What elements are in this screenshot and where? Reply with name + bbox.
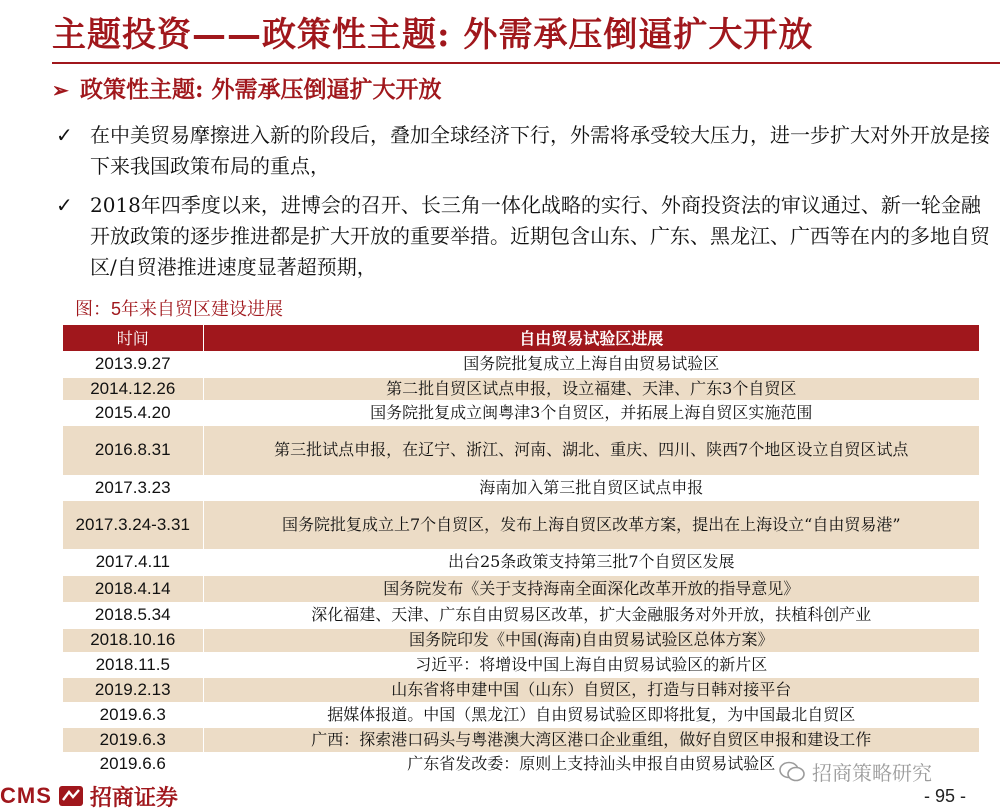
row-date: 2018.5.34: [63, 602, 203, 628]
header-progress: 自由贸易试验区进展: [203, 325, 980, 351]
table-row: [63, 702, 980, 727]
row-progress: 出台25条政策支持第三批7个自贸区发展: [203, 549, 980, 575]
row-date: 2016.8.31: [63, 425, 203, 475]
row-date: 2018.10.16: [63, 628, 203, 652]
checkmark-icon: ✓: [56, 123, 73, 147]
table-row: [63, 377, 980, 400]
wechat-icon: [778, 760, 806, 784]
table-row: [63, 500, 980, 549]
bullet-text: 2018年四季度以来，进博会的召开、长三角一体化战略的实行、外商投资法的审议通过、新一轮金融开放政策的逐步推进都是扩大开放的重要举措。近期包含山东、广东、黑龙江、广西等在内的多地自贸区/自贸港推进速度显著超预期，: [90, 193, 990, 279]
row-date: 2019.2.13: [63, 677, 203, 702]
row-date: 2017.3.23: [63, 475, 203, 500]
row-progress: 据媒体报道。中国（黑龙江）自由贸易试验区即将批复，为中国最北自贸区: [203, 702, 980, 727]
row-progress: 第二批自贸区试点申报，设立福建、天津、广东3个自贸区: [203, 377, 980, 400]
table-row: [63, 475, 980, 500]
row-date: 2019.6.3: [63, 727, 203, 752]
row-date: 2015.4.20: [63, 400, 203, 425]
row-date: 2018.11.5: [63, 652, 203, 677]
page-number: - 95 -: [924, 786, 967, 806]
wechat-watermark: [778, 757, 932, 786]
section-subtitle: [52, 74, 952, 106]
table-row: [63, 351, 980, 377]
figure-caption: 图：5年来自贸区建设进展: [75, 299, 284, 319]
title-divider: [52, 62, 1000, 64]
row-progress: 国务院发布《关于支持海南全面深化改革开放的指导意见》: [203, 575, 980, 602]
row-date: 2018.4.14: [63, 575, 203, 602]
row-progress: 国务院批复成立上7个自贸区，发布上海自贸区改革方案，提出在上海设立“自由贸易港”: [203, 500, 980, 549]
row-date: 2019.6.6: [63, 752, 203, 775]
row-progress: 习近平：将增设中国上海自由贸易试验区的新片区: [203, 652, 980, 677]
logo-latin: CMS: [0, 783, 52, 808]
row-date: 2017.3.24-3.31: [63, 500, 203, 549]
row-progress: 国务院批复成立上海自由贸易试验区: [203, 351, 980, 377]
table-row: [63, 549, 980, 575]
ftz-progress-table: [63, 325, 980, 775]
table-header-row: [63, 325, 980, 351]
table-row: [63, 602, 980, 628]
bullet-text: 在中美贸易摩擦进入新的阶段后，叠加全球经济下行，外需将承受较大压力，进一步扩大对外开放是接下来我国政策布局的重点，: [90, 123, 990, 178]
table-row: [63, 628, 980, 652]
row-date: 2017.4.11: [63, 549, 203, 575]
table-row: [63, 677, 980, 702]
arrow-bullet-icon: ➢: [52, 78, 69, 102]
table-row: [63, 400, 980, 425]
logo-chinese: 招商证券: [89, 784, 178, 811]
row-progress: 第三批试点申报，在辽宁、浙江、河南、湖北、重庆、四川、陕西7个地区设立自贸区试点: [203, 425, 980, 475]
row-progress: 国务院批复成立闽粤津3个自贸区，并拓展上海自贸区实施范围: [203, 400, 980, 425]
subtitle-text: 政策性主题: 外需承压倒逼扩大开放: [80, 76, 442, 103]
row-date: 2014.12.26: [63, 377, 203, 400]
company-logo: [0, 780, 178, 812]
row-progress: 山东省将申建中国（山东）自贸区，打造与日韩对接平台: [203, 677, 980, 702]
header-date: 时间: [63, 325, 203, 351]
table-row: [63, 727, 980, 752]
page-title: 主题投资——政策性主题: 外需承压倒逼扩大开放: [52, 15, 814, 55]
table-row: [63, 575, 980, 602]
table-row: [63, 652, 980, 677]
bullet-point: [56, 190, 991, 283]
checkmark-icon: ✓: [56, 193, 73, 217]
logo-mark-icon: [58, 785, 84, 807]
row-progress: 深化福建、天津、广东自由贸易区改革，扩大金融服务对外开放，扶植科创产业: [203, 602, 980, 628]
row-progress: 广西：探索港口码头与粤港澳大湾区港口企业重组，做好自贸区申报和建设工作: [203, 727, 980, 752]
watermark-text: 招商策略研究: [812, 761, 932, 785]
row-progress: 海南加入第三批自贸区试点申报: [203, 475, 980, 500]
bullet-point: [56, 120, 991, 182]
row-date: 2013.9.27: [63, 351, 203, 377]
row-progress: 广东省发改委：原则上支持汕头申报自由贸易试验区: [203, 752, 980, 775]
table-row: [63, 425, 980, 475]
row-progress: 国务院印发《中国(海南)自由贸易试验区总体方案》: [203, 628, 980, 652]
row-date: 2019.6.3: [63, 702, 203, 727]
